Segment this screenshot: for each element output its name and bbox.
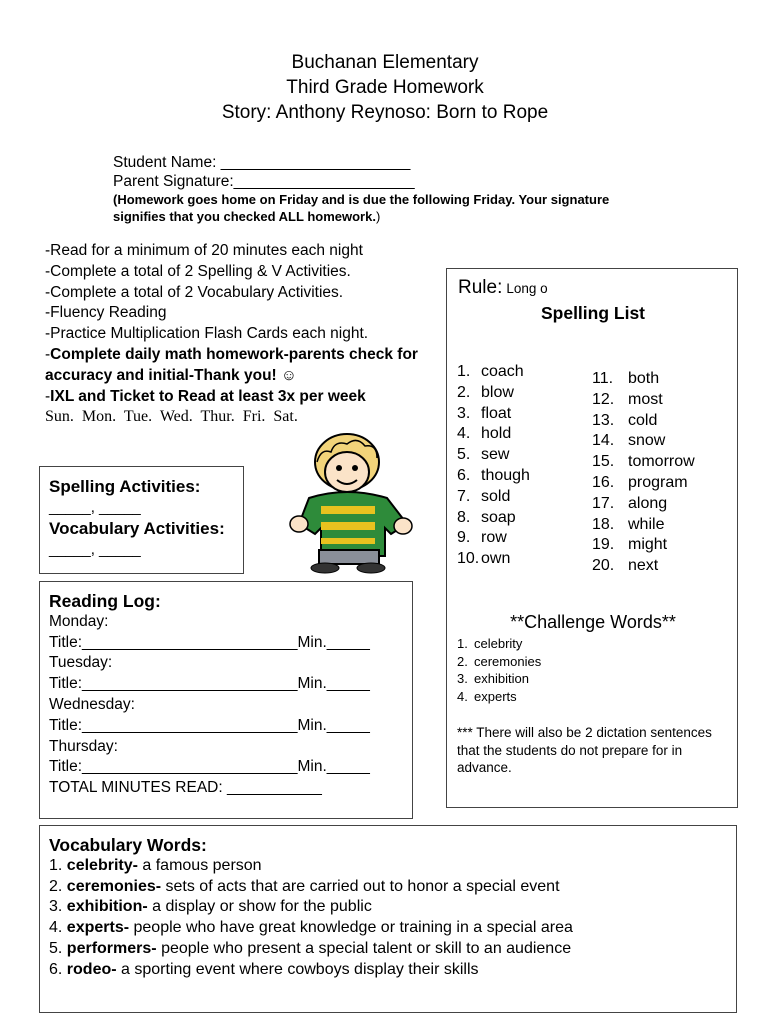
list-item: 2. blow	[457, 383, 514, 401]
reading-log-day: Monday:	[49, 612, 109, 630]
task-item: -Complete a total of 2 Vocabulary Activities.	[45, 283, 344, 301]
vocab-term: celebrity-	[66, 856, 138, 874]
homework-note-close: )	[375, 209, 381, 224]
reading-log-total[interactable]: TOTAL MINUTES READ: ___________	[49, 779, 322, 797]
boy-cartoon-icon	[285, 432, 425, 574]
vocabulary-heading: Vocabulary Words:	[49, 835, 207, 855]
grade-title: Third Grade Homework	[286, 77, 484, 98]
list-item: 14. snow	[592, 432, 666, 450]
reading-log-day: Tuesday:	[49, 654, 113, 672]
reading-log-entry[interactable]: Title:_________________________Min._____	[49, 716, 370, 734]
list-item: 5. performers- people who present a special talent or skill to an audience	[49, 939, 572, 957]
vocab-term: ceremonies-	[66, 877, 162, 895]
task-dash: -	[45, 345, 51, 363]
story-title: Story: Anthony Reynoso: Born to Rope	[221, 102, 549, 123]
vocab-activities-blank[interactable]: _____, _____	[49, 541, 141, 558]
student-info	[113, 153, 653, 225]
task-item: -Fluency Reading	[45, 304, 167, 322]
list-item: 17. along	[592, 494, 668, 512]
task-math-text: Complete daily math homework-parents check for accuracy and initial-Thank you! ☺	[45, 345, 418, 384]
vocab-definition: sets of acts that are carried out to honor a special event	[165, 877, 560, 895]
task-list	[45, 241, 425, 428]
task-item: -Complete a total of 2 Spelling & V Activities.	[45, 262, 351, 280]
list-item: 16. program	[592, 473, 688, 491]
dictation-note: *** There will also be 2 dictation sentences that the students do not prepare for in advance.	[457, 725, 712, 775]
list-item: 1. coach	[457, 363, 524, 380]
reading-log-heading: Reading Log:	[49, 591, 161, 611]
task-item-math	[45, 345, 425, 387]
list-item: 3. exhibition- a display or show for the public	[49, 898, 372, 916]
list-item: 4. hold	[457, 425, 512, 443]
list-item: 20. next	[592, 557, 659, 575]
task-item: -Read for a minimum of 20 minutes each night	[45, 242, 363, 259]
list-item: 13. cold	[592, 411, 658, 429]
spelling-list-title: Spelling List	[540, 303, 646, 323]
page-header	[0, 50, 770, 125]
rule-label: Rule:	[458, 277, 503, 298]
list-item: 4. experts- people who have great knowledge or training in a special area	[49, 919, 573, 937]
task-item: -Practice Multiplication Flash Cards each night.	[45, 325, 369, 343]
list-item: 18. while	[592, 515, 665, 533]
activities-box	[39, 466, 244, 574]
homework-note	[113, 191, 653, 225]
list-item: 19. might	[592, 536, 668, 554]
list-item: 12. most	[592, 390, 663, 408]
list-item: 5. sew	[457, 446, 510, 464]
reading-log-entry[interactable]: Title:_________________________Min._____	[49, 633, 370, 651]
rule-value: Long o	[506, 281, 548, 296]
list-item: 3. float	[457, 404, 512, 422]
weekdays-row: Sun. Mon. Tue. Wed. Thur. Fri. Sat.	[45, 408, 298, 426]
list-item: 4. experts	[457, 688, 517, 704]
vocab-term: exhibition-	[66, 898, 148, 916]
task-dash: -	[45, 387, 51, 405]
list-item: 9. row	[457, 529, 507, 547]
school-name: Buchanan Elementary	[291, 52, 479, 73]
list-item: 3. exhibition	[457, 671, 529, 686]
student-name-line[interactable]: Student Name: ______________________	[113, 154, 411, 171]
list-item: 1. celebrity	[457, 636, 523, 651]
list-item: 6. rodeo- a sporting event where cowboys display their skills	[49, 960, 479, 978]
list-item: 8. soap	[457, 508, 516, 526]
spelling-column-1	[457, 362, 530, 570]
list-item: 7. sold	[457, 487, 511, 505]
vocabulary-box	[39, 825, 737, 1013]
reading-log-day: Thursday:	[49, 737, 118, 755]
list-item: 10. own	[457, 550, 511, 568]
spelling-column-2	[592, 369, 695, 577]
reading-log-day: Wednesday:	[49, 695, 135, 713]
vocab-definition: people who have great knowledge or training in a special area	[133, 919, 573, 937]
spelling-rule	[458, 277, 548, 299]
vocab-term: performers-	[66, 939, 157, 957]
vocab-definition: people who present a special talent or skill to an audience	[161, 939, 572, 957]
list-item: 6. though	[457, 466, 530, 484]
task-item-ixl	[45, 387, 425, 408]
spelling-activities-blank[interactable]: _____, _____	[49, 499, 141, 516]
list-item: 1. celebrity- a famous person	[49, 856, 262, 874]
parent-signature-line[interactable]: Parent Signature:_____________________	[113, 173, 415, 190]
spelling-activities-heading: Spelling Activities:	[49, 477, 201, 496]
vocab-term: rodeo-	[66, 960, 117, 978]
vocab-definition: a sporting event where cowboys display their skills	[121, 960, 479, 978]
spelling-list-box	[446, 268, 738, 808]
reading-log-entry[interactable]: Title:_________________________Min._____	[49, 758, 370, 776]
list-item: 2. ceremonies- sets of acts that are carried out to honor a special event	[49, 877, 560, 895]
list-item: 11. both	[592, 370, 660, 387]
vocab-definition: a famous person	[142, 856, 262, 874]
reading-log-box	[39, 581, 413, 819]
vocab-activities-heading: Vocabulary Activities:	[49, 519, 225, 538]
vocab-definition: a display or show for the public	[152, 898, 372, 916]
task-ixl-text: IXL and Ticket to Read at least 3x per week	[50, 387, 366, 405]
reading-log-entry[interactable]: Title:_________________________Min._____	[49, 675, 370, 693]
homework-note-text: (Homework goes home on Friday and is due the following Friday. Your signature signifies that you checked ALL homework.	[113, 192, 610, 224]
vocab-term: experts-	[66, 919, 130, 937]
challenge-words-list	[457, 635, 541, 705]
list-item: 15. tomorrow	[592, 453, 695, 471]
challenge-words-title: **Challenge Words**	[510, 612, 676, 632]
list-item: 2. ceremonies	[457, 653, 542, 669]
